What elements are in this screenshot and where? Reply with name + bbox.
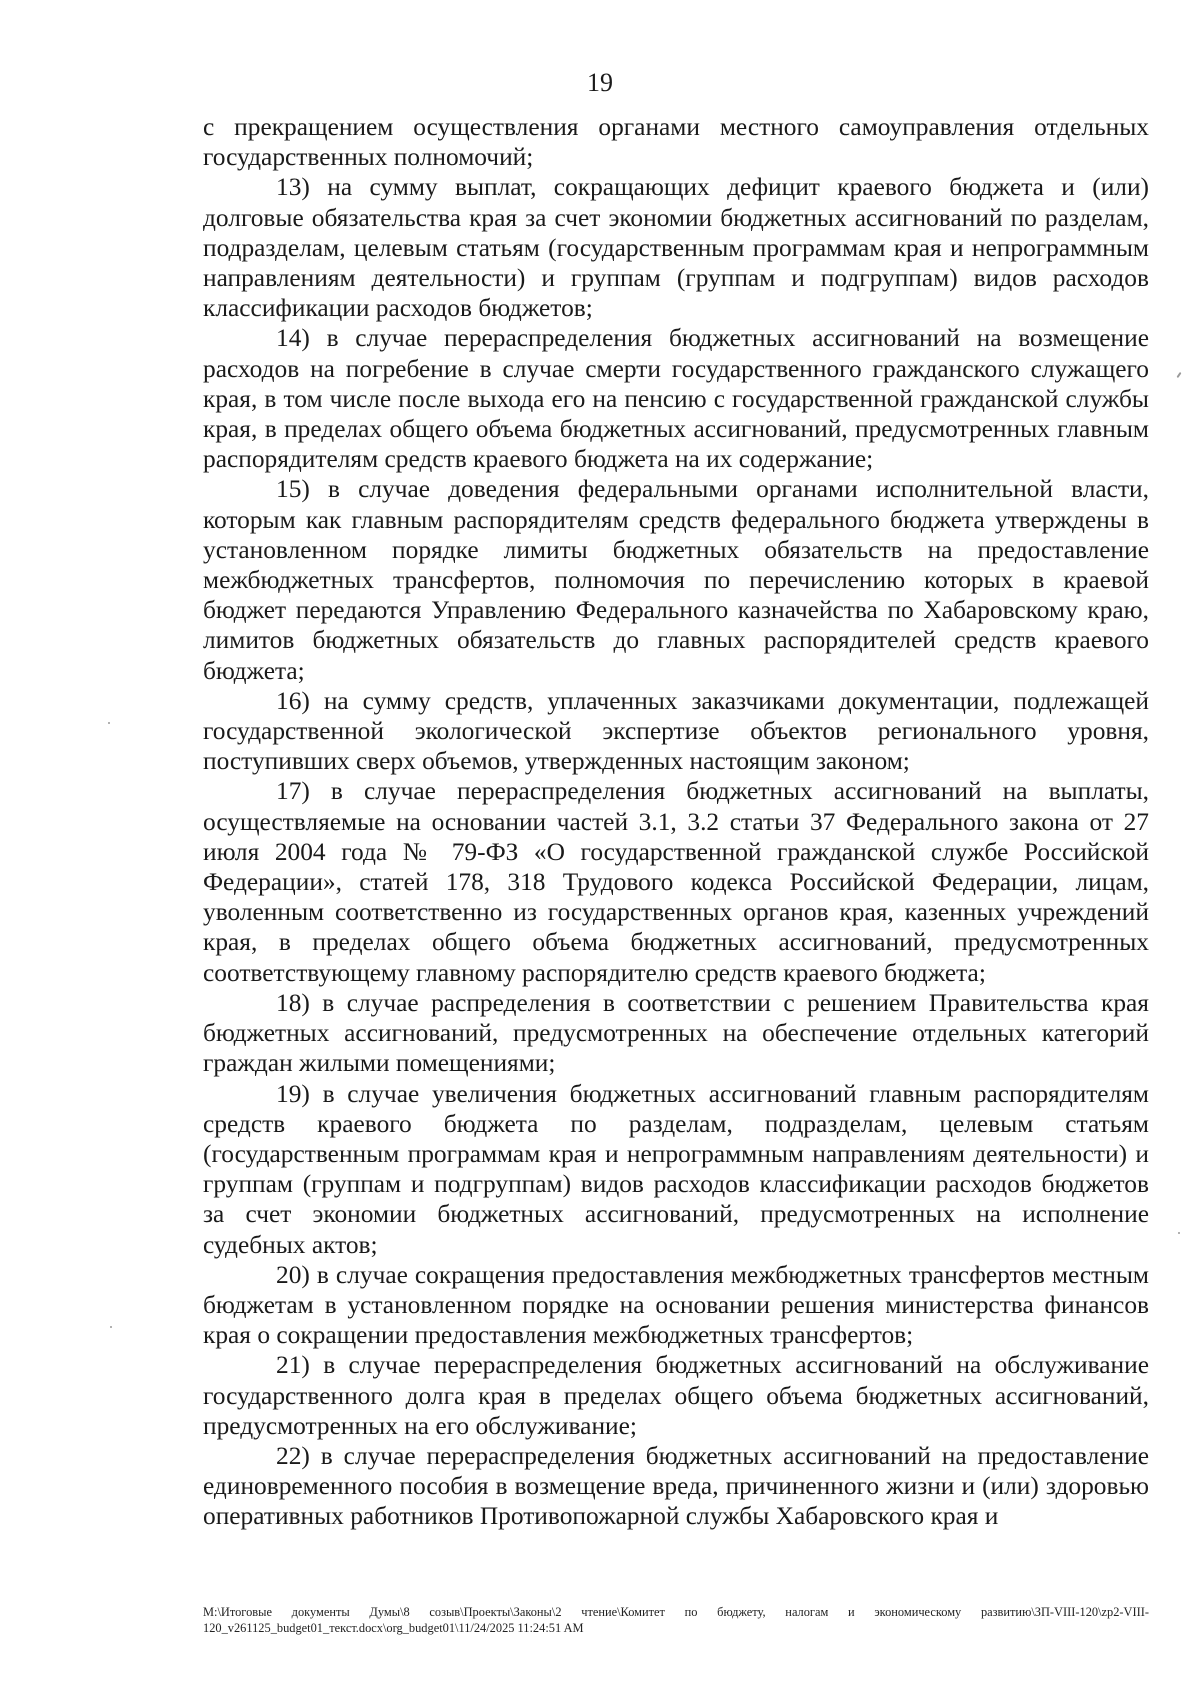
paragraph-17: 17) в случае перераспределения бюджетных ассигнований на выплаты, осуществляемые на основании частей 3.1, 3.2 статьи 37 Федерального закона от 27 июля 2004 года № 79-ФЗ «О государственной гражданской службе Российской Федерации», статей 178, 318 Трудового кодекса Российской Федерации, лицам, уволенным соответственно из государственных органов края, казенных учреждений края, в пределах общего объема бюджетных ассигнований, предусмотренных соответствующему главному распорядителю средств краевого бюджета; — [203, 777, 1149, 987]
scan-speck — [108, 722, 110, 724]
paragraph-18: 18) в случае распределения в соответствии с решением Правительства края бюджетных ассигнований, предусмотренных на обеспечение отдельных категорий граждан жилыми помещениями; — [203, 988, 1149, 1078]
scan-speck — [1176, 372, 1181, 378]
scan-speck — [1178, 1232, 1180, 1234]
paragraph-19: 19) в случае увеличения бюджетных ассигнований главным распорядителям средств краевого бюджета по разделам, подразделам, целевым статьям (государственным программам края и непрограммным направлениям деятельности) и группам (группам и подгруппам) видов расходов классификации расходов бюджетов за счет экономии бюджетных ассигнований, предусмотренных на исполнение судебных актов; — [203, 1079, 1149, 1259]
continuation-text: с прекращением осуществления органами местного самоуправления отдельных государственных полномочий; — [203, 113, 1149, 172]
scan-speck — [110, 1326, 112, 1328]
footer-file-path: M:\Итоговые документы Думы\8 созыв\Проекты\Законы\2 чтение\Комитет по бюджету, налогам и экономическому развитию\ЗП-VIII-120\zp2-VIII-120_v261125_budget01_текст.docx\org_budget01\11/24/2025 11:24:51 AM — [203, 1605, 1149, 1635]
page-number: 19 — [587, 68, 613, 97]
paragraph-21: 21) в случае перераспределения бюджетных ассигнований на обслуживание государственного долга края в пределах общего объема бюджетных ассигнований, предусмотренных на его обслуживание; — [203, 1351, 1149, 1440]
paragraph-13: 13) на сумму выплат, сокращающих дефицит краевого бюджета и (или) долговые обязательства края за счет экономии бюджетных ассигнований по разделам, подразделам, целевым статьям (государственным программам края и непрограммным направлениям деятельности) и группам (группам и подгруппам) видов расходов классификации расходов бюджетов; — [203, 173, 1149, 323]
paragraph-14: 14) в случае перераспределения бюджетных ассигнований на возмещение расходов на погребение в случае смерти государственного гражданского служащего края, в том числе после выхода его на пенсию с государственной гражданской службы края, в пределах общего объема бюджетных ассигнований, предусмотренных главным распорядителям средств краевого бюджета на их содержание; — [203, 324, 1149, 474]
paragraph-16: 16) на сумму средств, уплаченных заказчиками документации, подлежащей государственной экологической экспертизе объектов регионального уровня, поступивших сверх объемов, утвержденных настоящим законом; — [203, 686, 1149, 776]
paragraph-15: 15) в случае доведения федеральными органами исполнительной власти, которым как главным распорядителям средств федерального бюджета утверждены в установленном порядке лимиты бюджетных обязательств на предоставление межбюджетных трансфертов, полномочия по перечислению которых в краевой бюджет передаются Управлению Федерального казначейства по Хабаровскому краю, лимитов бюджетных обязательств до главных распорядителей средств краевого бюджета; — [203, 475, 1149, 685]
body-text — [203, 112, 1149, 1532]
paragraph-22: 22) в случае перераспределения бюджетных ассигнований на предоставление единовременного пособия в возмещение вреда, причиненного жизни и (или) здоровью оперативных работников Противопожарной службы Хабаровского края и — [203, 1441, 1149, 1531]
paragraph-20: 20) в случае сокращения предоставления межбюджетных трансфертов местным бюджетам в установленном порядке на основании решения министерства финансов края о сокращении предоставления межбюджетных трансфертов; — [203, 1260, 1149, 1350]
